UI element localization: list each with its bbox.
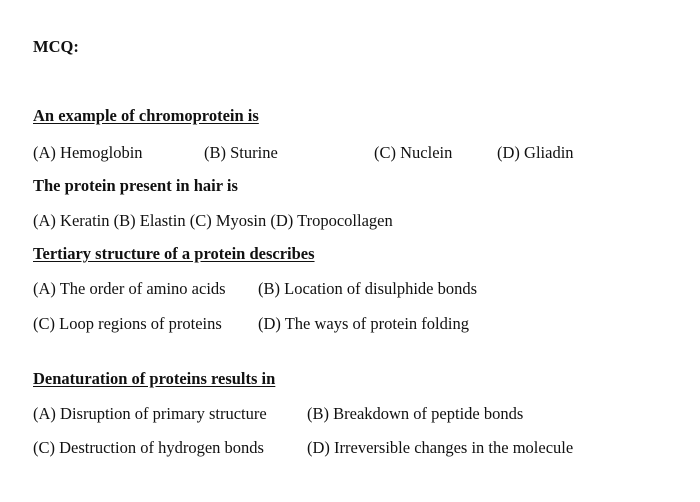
question-4-text: Denaturation of proteins results in xyxy=(33,369,276,388)
q4-option-b: (B) Breakdown of peptide bonds xyxy=(307,404,524,423)
question-1-text: An example of chromoprotein is xyxy=(33,106,259,125)
q3-option-a: (A) The order of amino acids xyxy=(33,279,226,298)
question-2-text: The protein present in hair is xyxy=(33,176,238,195)
q3-option-c: (C) Loop regions of proteins xyxy=(33,314,222,333)
q4-option-a: (A) Disruption of primary structure xyxy=(33,404,267,423)
q4-option-c: (C) Destruction of hydrogen bonds xyxy=(33,438,264,457)
q3-option-b: (B) Location of disulphide bonds xyxy=(258,279,478,298)
question-3-text: Tertiary structure of a protein describes xyxy=(33,244,315,263)
q3-option-d: (D) The ways of protein folding xyxy=(258,314,469,333)
q4-option-d: (D) Irreversible changes in the molecule xyxy=(307,438,574,457)
q1-option-d: (D) Gliadin xyxy=(497,143,574,162)
q1-option-c: (C) Nuclein xyxy=(374,143,453,162)
q2-options-line: (A) Keratin (B) Elastin (C) Myosin (D) Tropocollagen xyxy=(33,211,393,230)
q1-option-a: (A) Hemoglobin xyxy=(33,143,143,162)
q1-option-b: (B) Sturine xyxy=(204,143,278,162)
page-title: MCQ: xyxy=(33,37,79,56)
